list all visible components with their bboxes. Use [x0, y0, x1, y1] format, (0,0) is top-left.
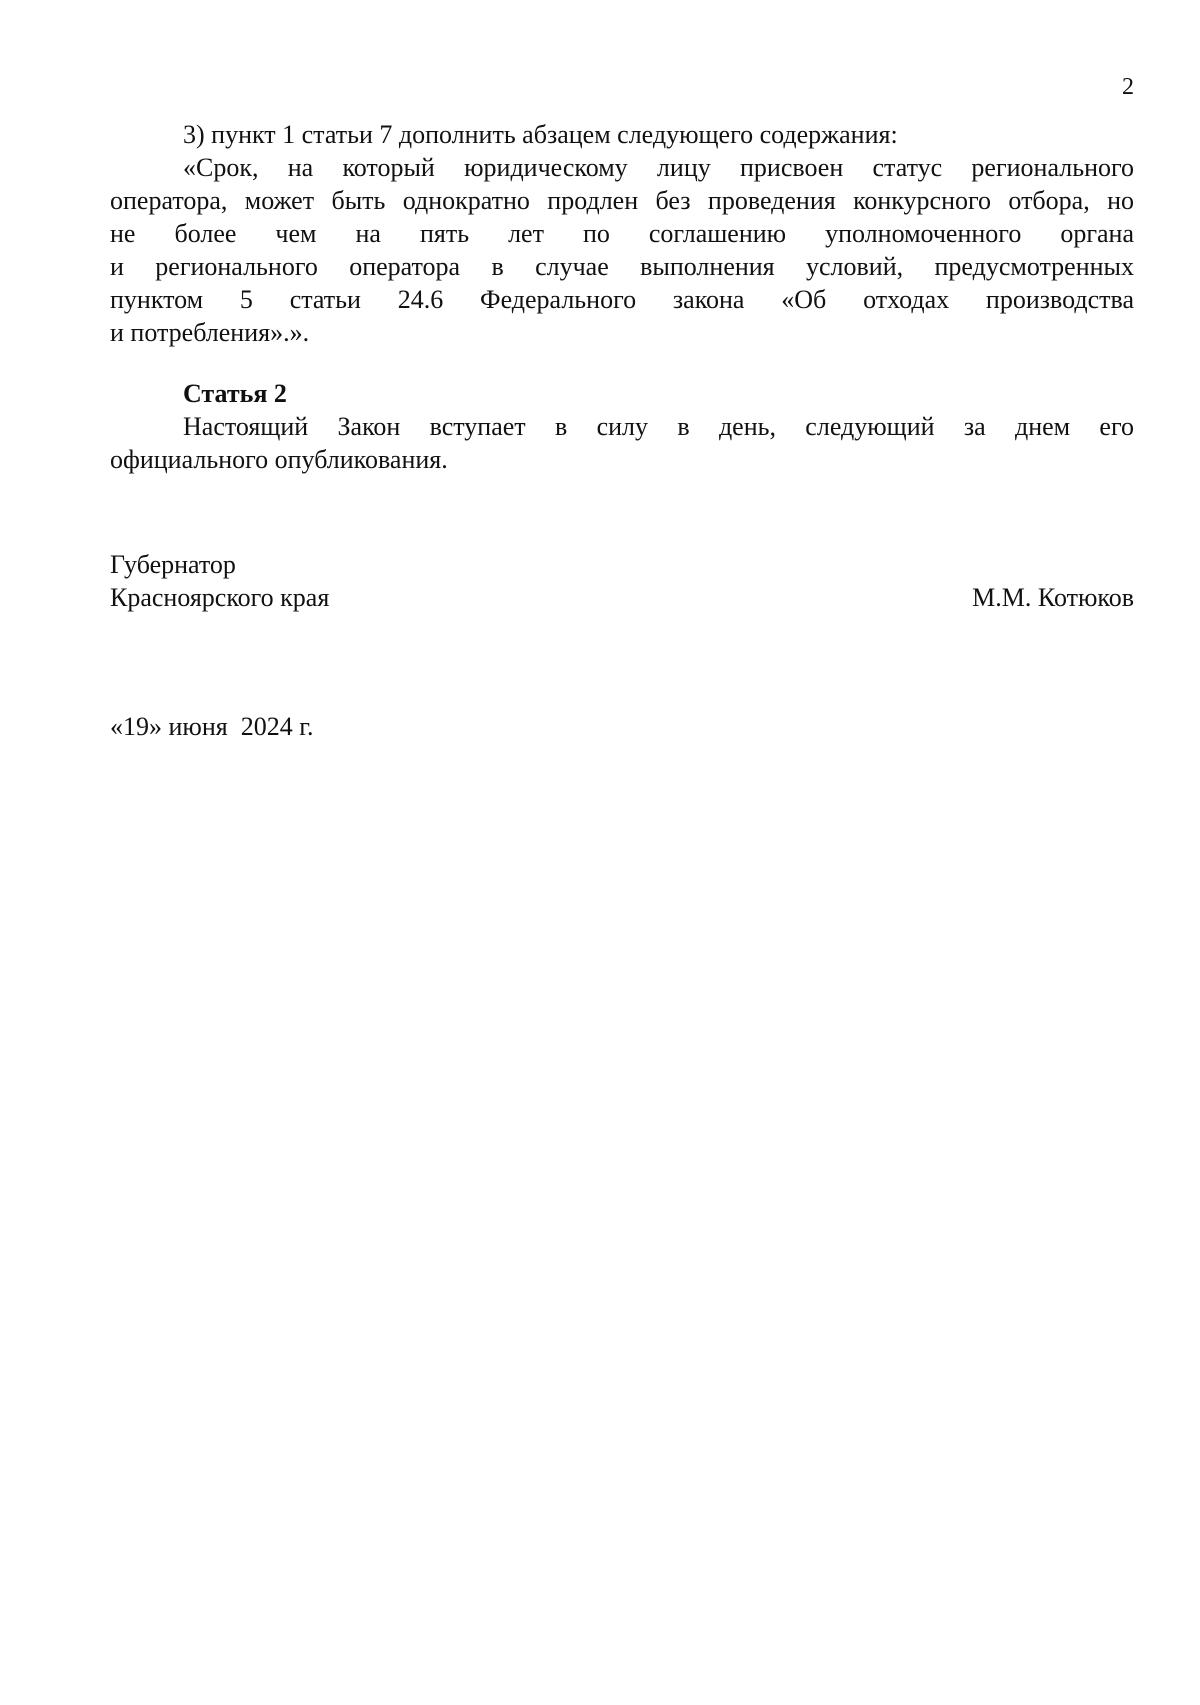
- amendment-quote-line: «Срок, на который юридическому лицу присвоен статус регионального: [183, 153, 1134, 182]
- amendment-quote-line: оператора, может быть однократно продлен без проведения конкурсного отбора, но: [110, 186, 1134, 215]
- amendment-quote: [110, 151, 1134, 349]
- document-body: [110, 118, 1134, 476]
- signature-title-line2: Красноярского края: [110, 583, 330, 612]
- signatory-name: М.М. Котюков: [972, 583, 1134, 612]
- article-2-line: Настоящий Закон вступает в силу в день, следующий за днем его: [183, 412, 1134, 441]
- signature-title-line1: Губернатор: [110, 550, 236, 579]
- amendment-quote-line: и регионального оператора в случае выполнения условий, предусмотренных: [110, 252, 1134, 281]
- amendment-intro-line: 3) пункт 1 статьи 7 дополнить абзацем следующего содержания:: [183, 120, 898, 149]
- amendment-quote-line: и потребления».».: [110, 318, 310, 347]
- signature-block: [110, 548, 1134, 614]
- article-2-line: официального опубликования.: [110, 445, 448, 474]
- signature-row: [110, 581, 1134, 614]
- document-date: «19» июня 2024 г.: [110, 712, 314, 741]
- page-number: 2: [1122, 74, 1134, 100]
- article-2-heading: Статья 2: [183, 379, 287, 408]
- amendment-intro: [110, 118, 1134, 151]
- spacer: [110, 349, 1134, 377]
- amendment-quote-line: не более чем на пять лет по соглашению уполномоченного органа: [110, 219, 1134, 248]
- amendment-quote-line: пунктом 5 статьи 24.6 Федерального закона «Об отходах производства: [110, 285, 1134, 314]
- article-2-text: [110, 410, 1134, 476]
